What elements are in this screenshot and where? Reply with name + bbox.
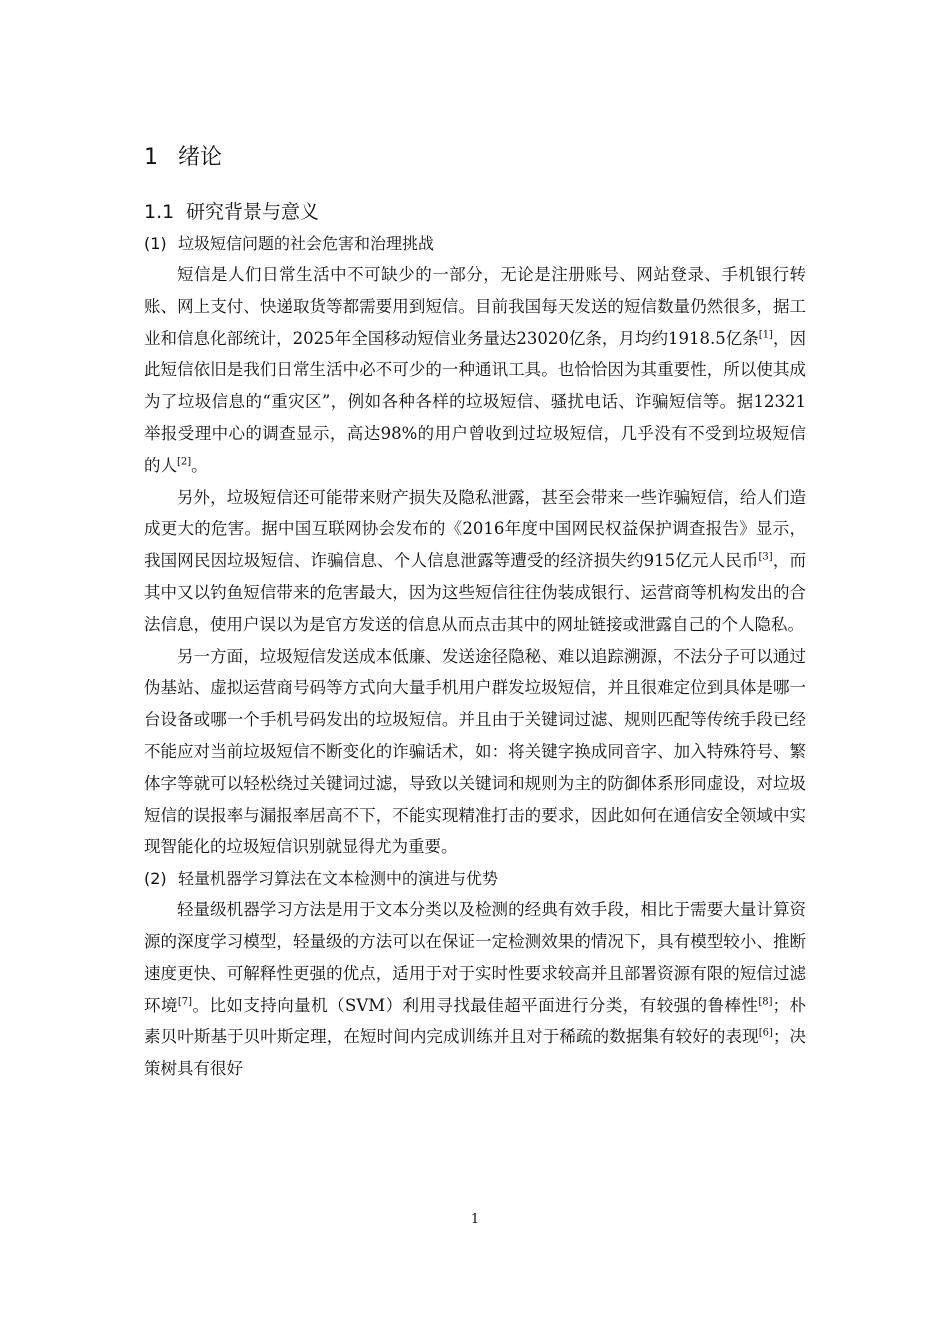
section-heading — [144, 196, 806, 228]
paragraph-1-text-b: ，因此短信依旧是我们日常生活中必不可少的一种通讯工具。也恰恰因为其重要性，所以使其成为了垃圾信息的“重灾区”，例如各种各样的垃圾短信、骚扰电话、诈骗短信等。据12321举报受理中心的调查显示，高达98%的用户曾收到过垃圾短信，几乎没有不受到垃圾短信的人 — [144, 328, 807, 475]
citation-6: [6] — [758, 1027, 773, 1039]
chapter-number: 1 — [144, 145, 158, 170]
paragraph-4-text-d: ；决策树具有很好 — [144, 1027, 807, 1079]
paragraph-2 — [144, 482, 806, 641]
paragraph-2-text-b: ，而其中又以钓鱼短信带来的危害最大，因为这些短信往往伪装成银行、运营商等机构发出的合法信息，使用户误以为是官方发送的信息从而点击其中的网址链接或泄露自己的个人隐私。 — [144, 551, 806, 634]
subsection-heading-2 — [144, 863, 806, 894]
paragraph-1-text-a: 短信是人们日常生活中不可缺少的一部分，无论是注册账号、网站登录、手机银行转账、网上支付、快递取货等都需要用到短信。目前我国每天发送的短信数量仍然很多，据工业和信息化部统计，2025年全国移动短信业务量达23020亿条，月均约1918.5亿条 — [144, 265, 806, 348]
paragraph-4 — [144, 894, 806, 1085]
citation-3: [3] — [758, 551, 773, 563]
page-number: 1 — [470, 1212, 480, 1227]
paragraph-3 — [144, 641, 806, 864]
paragraph-4-text-a: 轻量级机器学习方法是用于文本分类以及检测的经典有效手段，相比于需要大量计算资源的深度学习模型，轻量级的方法可以在保证一定检测效果的情况下，具有模型较小、推断速度更快、可解释性更强的优点，适用于对于实时性要求较高并且部署资源有限的短信过滤环境 — [144, 900, 806, 1015]
citation-8: [8] — [758, 996, 773, 1008]
citation-7: [7] — [177, 996, 193, 1008]
subsection-1-title: 垃圾短信问题的社会危害和治理挑战 — [178, 234, 435, 253]
subsection-1-number: (1) — [144, 234, 167, 253]
subsection-heading-1 — [144, 228, 806, 259]
paragraph-4-text-b: 。比如支持向量机（SVM）利用寻找最佳超平面进行分类，有较强的鲁棒性 — [192, 995, 759, 1015]
subsection-2-title: 轻量机器学习算法在文本检测中的演进与优势 — [178, 869, 499, 889]
section-title: 研究背景与意义 — [186, 201, 320, 223]
paragraph-1-text-c: 。 — [191, 455, 208, 475]
citation-1: [1] — [758, 329, 773, 341]
page-body — [144, 138, 806, 1085]
paragraph-4-text-c: ；朴素贝叶斯基于贝叶斯定理，在短时间内完成训练并且对于稀疏的数据集有较好的表现 — [144, 995, 806, 1047]
citation-2: [2] — [177, 456, 192, 468]
chapter-title: 绪论 — [178, 145, 223, 170]
section-number: 1.1 — [144, 201, 175, 223]
subsection-2-number: (2) — [144, 869, 167, 889]
chapter-heading — [144, 138, 806, 178]
paragraph-1 — [144, 259, 806, 482]
paragraph-3-text: 另一方面，垃圾短信发送成本低廉、发送途径隐秘、难以追踪溯源，不法分子可以通过伪基站、虚拟运营商号码等方式向大量手机用户群发垃圾短信，并且很难定位到具体是哪一台设备或哪一个手机号码发出的垃圾短信。并且由于关键词过滤、规则匹配等传统手段已经不能应对当前垃圾短信不断变化的诈骗话术，如：将关键字换成同音字、加入特殊符号、繁体字等就可以轻松绕过关键词过滤，导致以关键词和规则为主的防御体系形同虚设，对垃圾短信的误报率与漏报率居高不下，不能实现精准打击的要求，因此如何在通信安全领域中实现智能化的垃圾短信识别就显得尤为重要。 — [144, 646, 806, 857]
paragraph-2-text-a: 另外，垃圾短信还可能带来财产损失及隐私泄露，甚至会带来一些诈骗短信，给人们造成更大的危害。据中国互联网协会发布的《2016年度中国网民权益保护调查报告》显示，我国网民因垃圾短信、诈骗信息、个人信息泄露等遭受的经济损失约915亿元人民币 — [144, 487, 806, 571]
